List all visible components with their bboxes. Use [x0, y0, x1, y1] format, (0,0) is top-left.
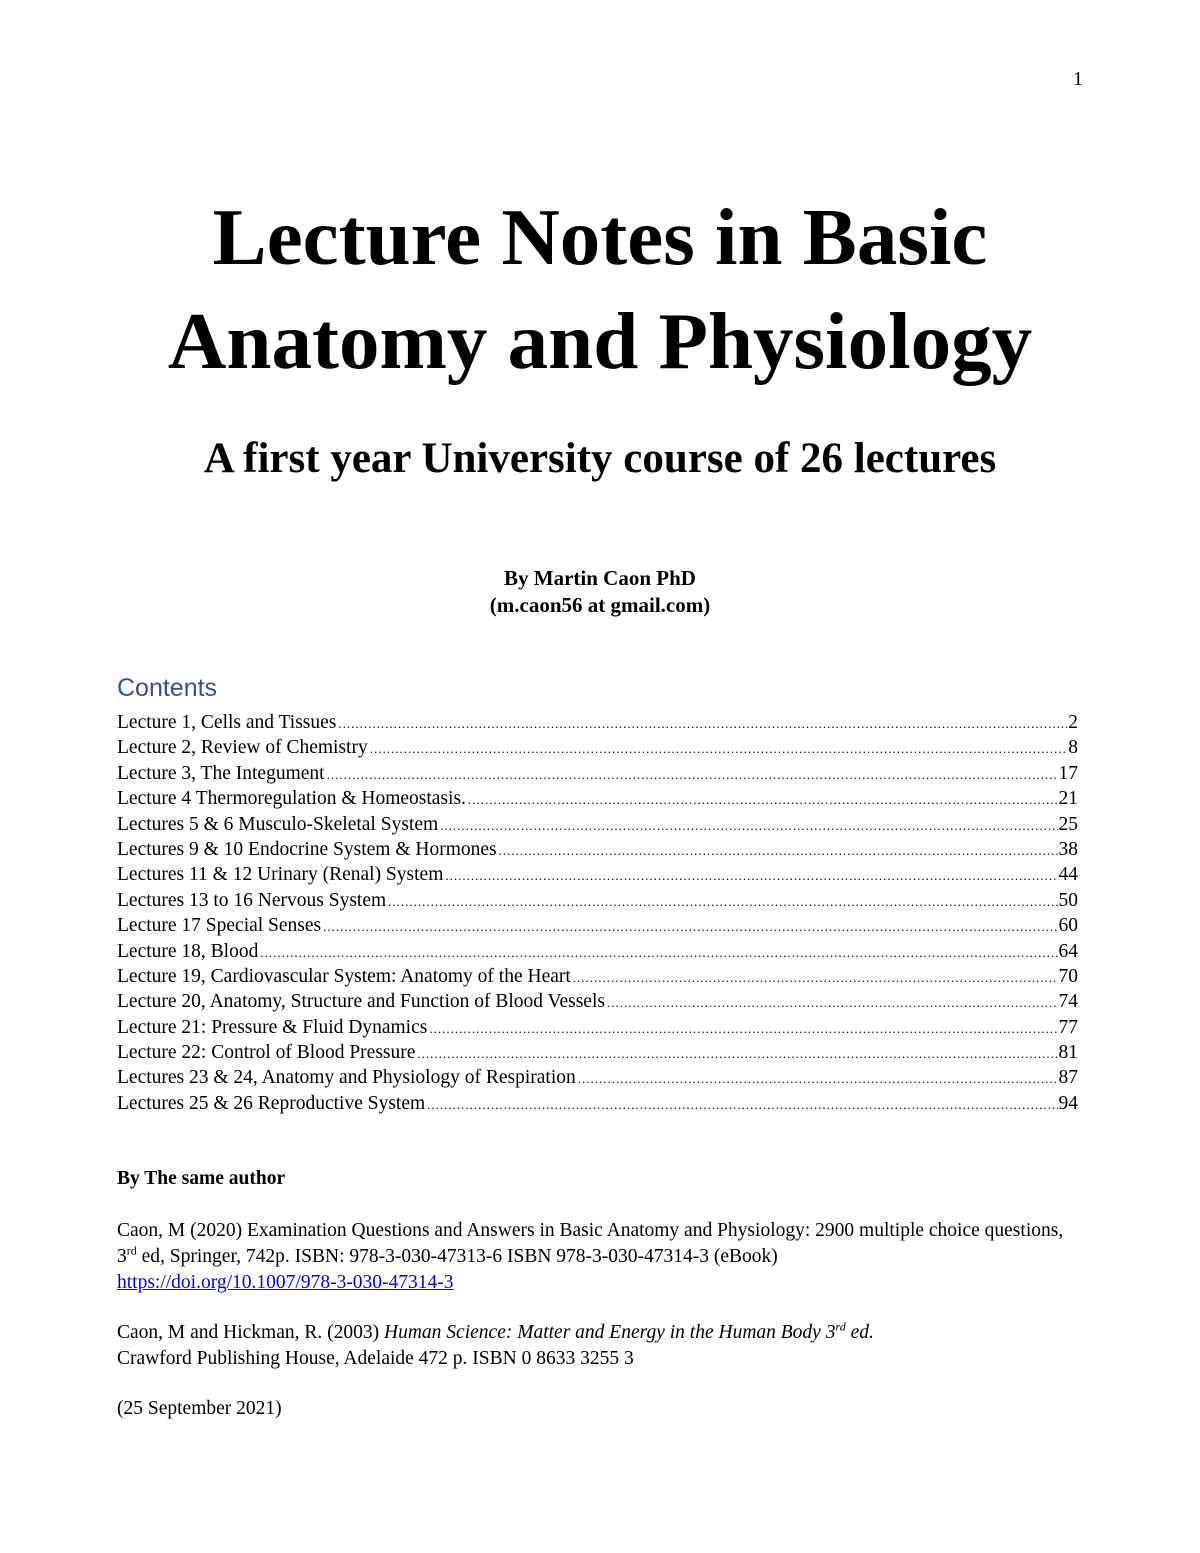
page-number: 1: [1073, 68, 1083, 90]
toc-entry-label: Lecture 18, Blood: [117, 940, 259, 962]
toc-dot-leader: [370, 736, 1068, 761]
same-author-heading: By The same author: [117, 1168, 286, 1189]
toc-entry-label: Lectures 11 & 12 Urinary (Renal) System: [117, 864, 444, 886]
toc-entry[interactable]: [117, 710, 1078, 735]
toc-entry-page: 60: [1058, 915, 1078, 937]
toc-entry-page: 2: [1068, 712, 1078, 733]
toc-entry[interactable]: [117, 989, 1078, 1014]
toc-entry-label: Lecture 17 Special Senses: [117, 915, 322, 937]
document-title: [0, 185, 1200, 393]
toc-entry[interactable]: [117, 862, 1078, 887]
reference-2: [117, 1320, 1077, 1372]
reference-2-sup: rd: [835, 1319, 846, 1334]
toc-entry-label: Lecture 21: Pressure & Fluid Dynamics: [117, 1016, 428, 1038]
document-subtitle: A first year University course of 26 lectures: [203, 435, 997, 482]
contents-heading: Contents: [117, 674, 218, 702]
toc-entry[interactable]: [117, 1040, 1078, 1065]
reference-2-edition: ed.: [845, 1322, 874, 1343]
toc-entry-page: 74: [1058, 991, 1078, 1013]
toc-entry[interactable]: [117, 735, 1078, 760]
reference-2-text-b: Crawford Publishing House, Adelaide 472 p. ISBN 0 8633 3255 3: [117, 1348, 634, 1369]
toc-dot-leader: [338, 711, 1067, 736]
toc-entry[interactable]: [117, 888, 1078, 913]
toc-entry[interactable]: [117, 761, 1078, 786]
reference-1-text-b: ed, Springer, 742p. ISBN: 978-3-030-47313-6 ISBN 978-3-030-47314-3 (eBook): [136, 1246, 778, 1267]
title-line-2: Anatomy and Physiology: [167, 296, 1033, 386]
author-email: (m.caon56 at gmail.com): [489, 593, 711, 617]
reference-1-sup: rd: [126, 1243, 137, 1258]
toc-dot-leader: [323, 914, 1057, 939]
toc-entry-page: 64: [1058, 940, 1078, 962]
toc-entry[interactable]: [117, 786, 1078, 811]
table-of-contents: [117, 710, 1078, 1116]
toc-dot-leader: [607, 990, 1058, 1015]
toc-entry[interactable]: [117, 1065, 1078, 1090]
toc-dot-leader: [440, 813, 1057, 838]
toc-entry-label: Lecture 22: Control of Blood Pressure: [117, 1042, 416, 1064]
toc-entry-page: 87: [1058, 1067, 1078, 1089]
toc-entry-page: 77: [1058, 1016, 1078, 1038]
author-block: [0, 565, 1200, 619]
toc-dot-leader: [388, 889, 1057, 914]
toc-entry-page: 81: [1058, 1042, 1078, 1064]
reference-1: [117, 1218, 1077, 1296]
author-byline: By Martin Caon PhD: [504, 566, 696, 590]
toc-dot-leader: [573, 965, 1058, 990]
toc-entry-page: 38: [1058, 838, 1078, 860]
toc-entry-page: 50: [1058, 889, 1078, 911]
toc-entry-page: 17: [1058, 762, 1078, 784]
toc-entry-page: 44: [1058, 864, 1078, 886]
toc-dot-leader: [445, 863, 1057, 888]
reference-1-text-a: Caon, M (2020) Examination Questions and Answers in Basic Anatomy and Physiology: 2900 multiple choice questions, 3: [117, 1220, 1064, 1267]
document-date: (25 September 2021): [117, 1398, 282, 1419]
toc-dot-leader: [417, 1041, 1057, 1066]
toc-entry-label: Lectures 25 & 26 Reproductive System: [117, 1092, 426, 1114]
toc-entry-label: Lectures 5 & 6 Musculo-Skeletal System: [117, 813, 439, 835]
doi-link[interactable]: https://doi.org/10.1007/978-3-030-47314-3: [117, 1272, 454, 1293]
toc-dot-leader: [468, 787, 1058, 812]
toc-entry-label: Lectures 23 & 24, Anatomy and Physiology of Respiration: [117, 1067, 576, 1089]
toc-dot-leader: [427, 1092, 1057, 1117]
toc-dot-leader: [578, 1066, 1058, 1091]
toc-dot-leader: [327, 762, 1058, 787]
toc-entry-page: 70: [1058, 965, 1078, 987]
reference-2-text-a: Caon, M and Hickman, R. (2003): [117, 1322, 385, 1343]
toc-entry[interactable]: [117, 939, 1078, 964]
toc-entry[interactable]: [117, 1091, 1078, 1116]
toc-entry-label: Lecture 1, Cells and Tissues: [117, 712, 337, 733]
toc-dot-leader: [429, 1016, 1057, 1041]
toc-entry-label: Lecture 19, Cardiovascular System: Anatomy of the Heart: [117, 965, 571, 987]
toc-entry-label: Lecture 20, Anatomy, Structure and Function of Blood Vessels: [117, 991, 605, 1013]
toc-entry[interactable]: [117, 964, 1078, 989]
toc-entry-page: 94: [1058, 1092, 1078, 1114]
toc-entry-label: Lecture 3, The Integument: [117, 762, 325, 784]
toc-entry-label: Lecture 4 Thermoregulation & Homeostasis.: [117, 788, 466, 810]
toc-dot-leader: [499, 838, 1058, 863]
toc-entry-label: Lecture 2, Review of Chemistry: [117, 737, 368, 759]
reference-2-book-title: Human Science: Matter and Energy in the Human Body 3: [384, 1322, 836, 1343]
toc-entry[interactable]: [117, 913, 1078, 938]
toc-entry-page: 21: [1058, 788, 1078, 810]
toc-entry-label: Lectures 9 & 10 Endocrine System & Hormones: [117, 838, 497, 860]
toc-dot-leader: [260, 940, 1057, 965]
toc-entry-page: 25: [1058, 813, 1078, 835]
toc-entry-page: 8: [1068, 737, 1078, 759]
toc-entry[interactable]: [117, 812, 1078, 837]
toc-entry-label: Lectures 13 to 16 Nervous System: [117, 889, 387, 911]
toc-entry[interactable]: [117, 837, 1078, 862]
title-line-1: Lecture Notes in Basic: [212, 192, 988, 282]
toc-entry[interactable]: [117, 1015, 1078, 1040]
